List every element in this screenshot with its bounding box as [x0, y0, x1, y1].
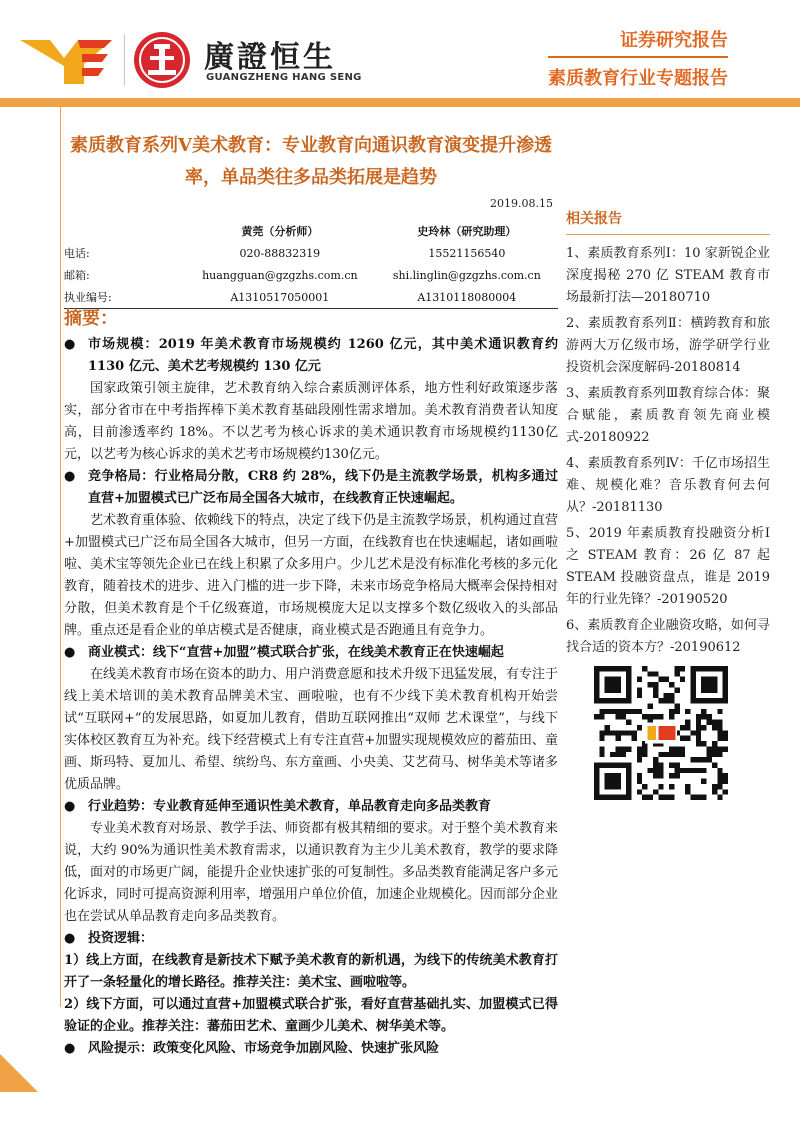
analyst-names-row	[64, 220, 558, 242]
investment-point-1: 1）线上方面，在线教育是新技术下赋予美术教育的新机遇，为线下的传统美术教育打开了一条轻量化的增长路径。推荐关注：美术宝、画啦啦等。	[64, 953, 558, 990]
competition-body: 艺术教育重体验、依赖线下的特点，决定了线下仍是主流教学场景，机构通过直营+加盟模式已广泛布局全国各大城市，但另一方面，在线教育也在快速崛起，诸如画啦啦、美术宝等领先企业已在线上积累了众多用户。少儿艺术是没有标准化考核的多元化教育，随着技术的进步、进入门槛的进一步下降，未来市场竞争格局大概率会保持相对分散，但美术教育是个千亿级赛道，市场规模庞大足以支撑多个数亿级收入的头部品牌。重点还是看企业的单店模式是否健康，商业模式是否跑通且有竞争力。	[64, 513, 559, 638]
analyst-2-name: 史玲林（研究助理）	[417, 225, 517, 238]
related-report-item[interactable]: 1、素质教育系列Ⅰ：10 家新锐企业深度揭秘 270 亿 STEAM 教育市场最新打法—20180710	[566, 246, 770, 305]
email-label: 邮箱:	[64, 269, 90, 282]
related-reports	[566, 208, 770, 663]
risk-bullet: ● 风险提示：政策变化风险、市场竞争加剧风险、快速扩张风险	[64, 1038, 558, 1060]
logo-divider	[124, 34, 125, 86]
business-model-bullet: ● 商业模式：线下“直营+加盟”模式联合扩张，在线美术教育正在快速崛起	[64, 642, 558, 664]
abstract-section	[64, 306, 558, 1060]
logo-chinese-name: 廣證恒生	[204, 40, 336, 75]
report-type: 证券研究报告	[548, 26, 728, 58]
related-report-item[interactable]: 5、2019 年素质教育投融资分析Ⅰ之 STEAM 教育：26 亿 87 起 STEAM 投融资盘点，谁是 2019 年的行业先锋？-20190520	[566, 526, 770, 607]
related-report-item[interactable]: 2、素质教育系列Ⅱ：横跨教育和旅游两大万亿级市场，游学研学行业投资机会深度解码-20180814	[566, 316, 770, 375]
investment-point-2: 2）线下方面，可以通过直营+加盟模式联合扩张，看好直营基础扎实、加盟模式已得验证的企业。推荐关注：蕃茄田艺术、童画少儿美术、树华美术等。	[64, 997, 558, 1034]
analyst-2-email[interactable]: shi.linglin@gzgzhs.com.cn	[392, 268, 541, 282]
trend-bullet: ● 行业趋势：专业教育延伸至通识性美术教育，单品教育走向多品类教育	[64, 796, 558, 818]
investment-bullet: ● 投资逻辑：	[64, 928, 558, 950]
business-model-body: 在线美术教育市场在资本的助力、用户消费意愿和技术升级下迅猛发展，有专注于线上美术培训的美术教育品牌美术宝、画啦啦，也有不少线下美术教育机构开始尝试“互联网+”的发展思路，如夏加儿教育，借助互联网推出“双师 艺术课堂”，与线下实体校区教育互为补充。线下经营模式上有专注直营+加盟实现规模效应的蓄茄田、童画、斯玛特、夏加儿、希望、缤纷鸟、东方童画、小央美、艾艺荷马、树华美术等诸多优质品牌。	[64, 667, 559, 792]
analyst-phone-row	[64, 242, 558, 264]
seal-emblem-icon	[132, 30, 192, 90]
left-rule	[60, 107, 61, 1007]
analyst-email-row	[64, 264, 558, 286]
corner-decoration	[0, 1054, 38, 1092]
analyst-2-phone: 15521156540	[428, 246, 506, 260]
related-report-item[interactable]: 3、素质教育系列Ⅲ教育综合体：聚合赋能，素质教育领先商业模式-20180922	[566, 386, 770, 445]
analyst-table	[64, 220, 558, 309]
analyst-1-license: A1310517050001	[184, 286, 376, 309]
company-logo	[20, 28, 380, 94]
abstract-heading: 摘要：	[64, 308, 118, 329]
competition-bullet: ● 竞争格局：行业格局分散，CR8 约 28%，线下仍是主流教学场景，机构多通过直营+加盟模式已广泛布局全国各大城市，在线教育正快速崛起。	[64, 466, 558, 510]
report-date: 2019.08.15	[490, 197, 553, 210]
report-title: 素质教育系列Ⅴ美术教育：专业教育向通识教育演变提升渗透率，单品类往多品类拓展是趋势	[70, 135, 552, 188]
analyst-2-license: A1310118080004	[376, 286, 558, 309]
phone-label: 电话:	[64, 247, 90, 260]
qr-code-icon[interactable]	[594, 666, 728, 800]
related-reports-heading: 相关报告	[566, 208, 770, 235]
report-category: 素质教育行业专题报告	[548, 68, 728, 89]
analyst-1-name: 黄莞（分析师）	[241, 225, 319, 238]
logo-english-name: GUANGZHENG HANG SENG	[206, 72, 362, 83]
header-bar	[0, 98, 800, 107]
report-header	[548, 26, 728, 90]
market-size-bullet: ● 市场规模：2019 年美术教育市场规模约 1260 亿元，其中美术通识教育约 1130 亿元、美术艺考规模约 130 亿元	[64, 334, 558, 378]
analyst-1-phone: 020-88832319	[239, 246, 321, 260]
trend-body: 专业美术教育对场景、教学手法、师资都有极其精细的要求。对于整个美术教育来说，大约 90%为通识性美术教育需求，以通识教育为主少儿美术教育，教学的要求降低，面对的市场更广阔，能提升企业快速扩张的可复制性。多品类教育能满足客户多元化诉求，同时可提高资源利用率，增强用户单位价值，加速企业规模化。因而部分企业也在尝试从单品教育走向多品类教育。	[64, 821, 559, 924]
related-report-item[interactable]: 6、素质教育企业融资攻略，如何寻找合适的资本方？-20190612	[566, 618, 770, 655]
ye-logo-icon	[20, 34, 116, 86]
license-label: 执业编号:	[64, 286, 184, 309]
related-report-item[interactable]: 4、素质教育系列Ⅳ：千亿市场招生难、规模化难？音乐教育何去何从？-20181130	[566, 456, 770, 515]
market-size-body: 国家政策引领主旋律，艺术教育纳入综合素质测评体系，地方性利好政策逐步落实，部分省市在中考指挥棒下美术教育基础段刚性需求增加。美术教育消费者认知度高，目前渗透率约 18%。不以艺考为核心诉求的美术通识教育市场规模约1130亿元，以艺考为核心诉求的美术艺考市场规模约130亿元。	[64, 381, 558, 462]
analyst-1-email[interactable]: huangguan@gzgzhs.com.cn	[202, 268, 358, 282]
